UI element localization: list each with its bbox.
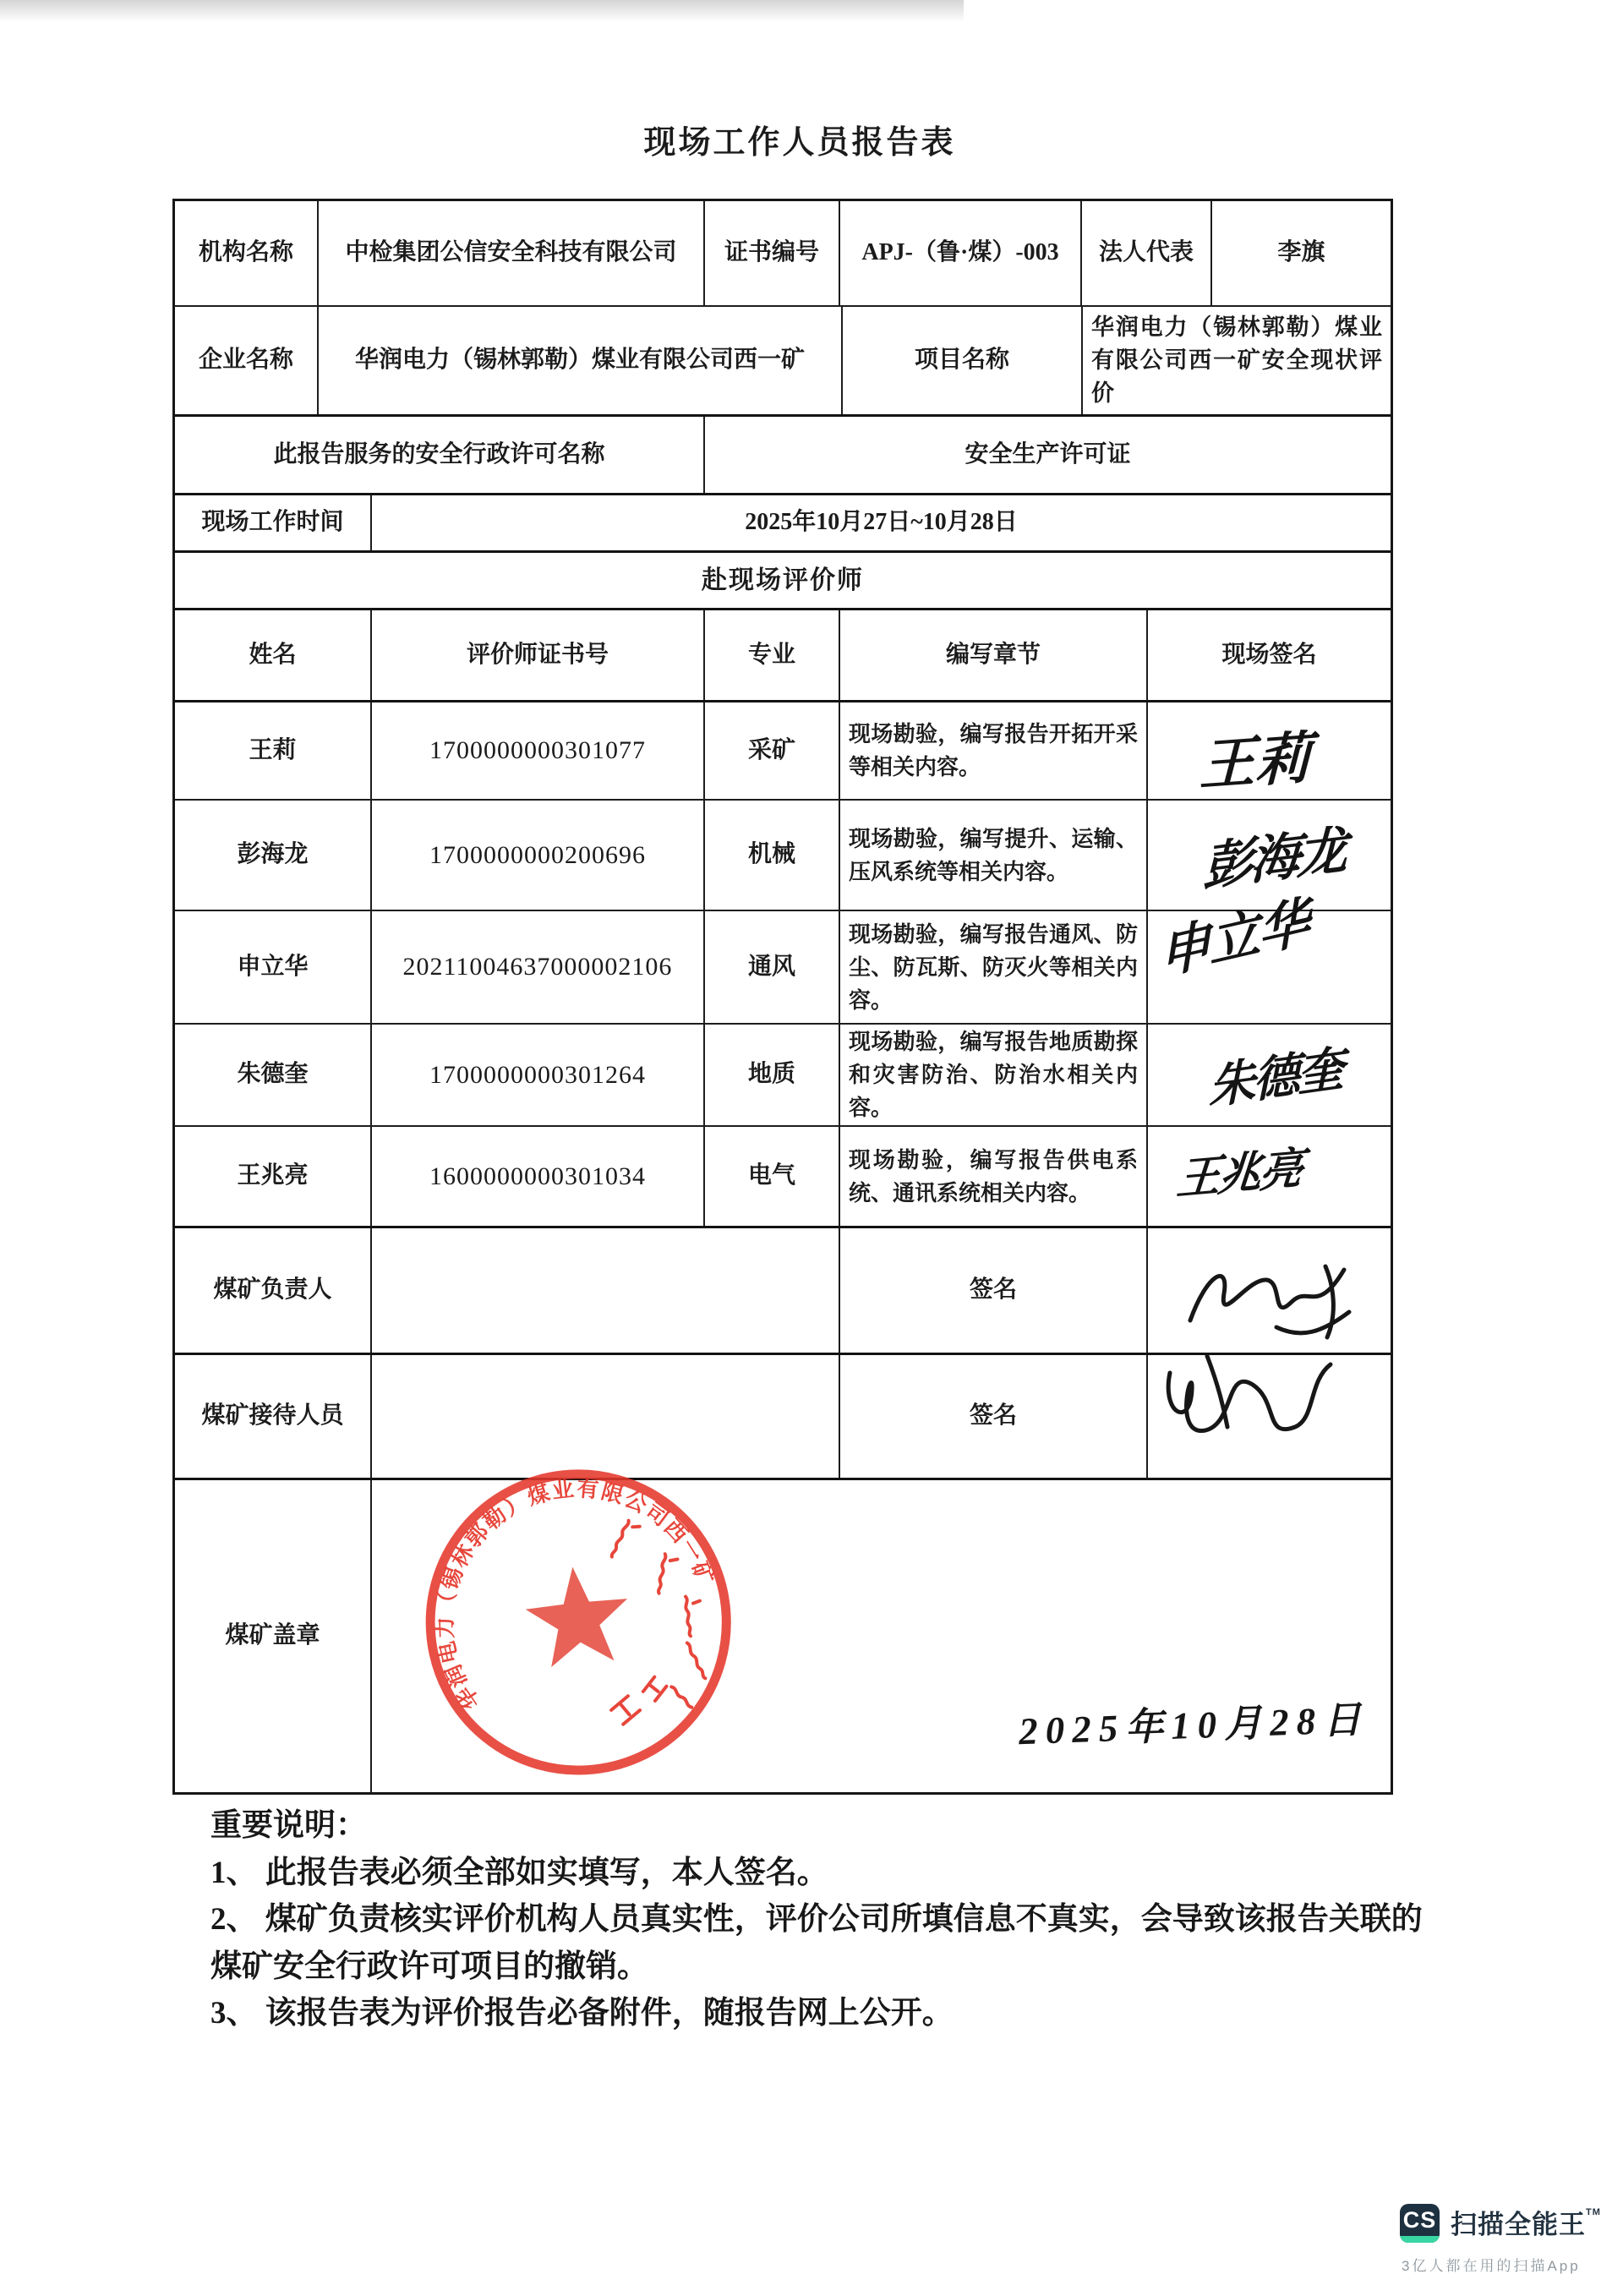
signature-wangli: 王莉 [1199,727,1312,798]
table-row-section [175,550,1391,608]
legal-label-cell: 法人代表 [1080,201,1210,305]
notes-item-1: 1、 此报告表必须全部如实填写，本人签名。 [210,1855,828,1890]
signature-mine-responsible-scribble [1177,1249,1363,1355]
notes-heading: 重要说明： [210,1808,367,1843]
scan-edge-artifact [0,0,964,22]
responsible-empty-cell [370,1228,839,1353]
section-header-cell: 赴现场评价师 [702,566,864,594]
col-name: 姓名 [249,641,297,668]
signature-zhudekui: 朱德奎 [1207,1042,1343,1115]
evaluator-cert-cell: 1600000000301034 [370,1127,703,1226]
stamp-label-cell: 煤矿盖章 [225,1622,320,1649]
project-value-cell: 华润电力（锡林郭勒）煤业有限公司西一矿安全现状评价 [1081,307,1391,414]
signature-shenlihua: 申立华 [1157,893,1310,986]
license-value-cell: 安全生产许可证 [703,417,1391,493]
col-signature: 现场签名 [1146,610,1391,700]
notes-item-3: 3、 该报告表为评价报告必备附件，随报告网上公开。 [210,1996,954,2031]
stamp-inner-glyphs [609,1676,670,1725]
important-notes [210,1802,1453,2037]
notes-item-2: 2、 煤矿负责核实评价机构人员真实性，评价公司所填信息不真实，会导致该报告关联的煤矿安全行政许可项目的撤销。 [210,1902,1423,1984]
table-row-company [175,305,1391,414]
reception-label-cell: 煤矿接待人员 [201,1402,344,1430]
reception-sign-label-cell: 签名 [839,1355,1146,1478]
evaluator-chapter-cell: 现场勘验，编写报告开拓开采等相关内容。 [839,702,1146,799]
camscanner-tagline: 3亿人都在用的扫描App [1402,2258,1581,2274]
evaluator-name-cell: 申立华 [237,953,309,980]
camscanner-app-name [1451,2203,1601,2241]
cert-label-cell: 证书编号 [703,201,839,305]
org-value-cell: 中检集团公信安全科技有限公司 [317,201,703,305]
evaluator-major-cell: 通风 [703,911,839,1023]
signature-mine-reception-scribble [1155,1342,1345,1452]
evaluator-name-cell: 彭海龙 [237,841,309,868]
evaluator-name-cell: 王莉 [249,736,297,763]
camscanner-app-name-text: 扫描全能王 [1451,2210,1586,2239]
table-row-org [175,201,1391,305]
evaluator-cert-cell: 20211004637000002106 [370,911,703,1023]
col-cert-no: 评价师证书号 [370,610,703,700]
evaluator-chapter-cell: 现场勘验，编写报告通风、防尘、防瓦斯、防灭火等相关内容。 [839,911,1146,1023]
evaluator-cert-cell: 1700000000301077 [370,702,703,799]
stamp-star [522,1561,634,1669]
org-label-cell: 机构名称 [198,239,293,266]
cert-value-cell: APJ-（鲁·煤）-003 [839,201,1080,305]
evaluator-cert-cell: 1700000000301264 [370,1025,703,1125]
evaluator-chapter-cell: 现场勘验，编写提升、运输、压风系统等相关内容。 [839,801,1146,910]
evaluator-chapter-cell: 现场勘验，编写报告供电系统、通讯系统相关内容。 [839,1127,1146,1226]
signature-penghailong: 彭海龙 [1202,822,1345,896]
legal-value-cell: 李旗 [1210,201,1391,305]
col-chapter: 编写章节 [839,610,1146,700]
evaluator-major-cell: 地质 [703,1025,839,1125]
table-row-worktime [175,493,1391,550]
trademark-mark: TM [1586,2207,1601,2217]
license-label-cell: 此报告服务的安全行政许可名称 [273,440,605,467]
evaluator-major-cell: 采矿 [703,702,839,799]
table-row-license [175,414,1391,493]
worktime-value-cell: 2025年10月27日~10月28日 [370,495,1391,550]
stamp-company-text: 华润电力（锡林郭勒）煤业有限公司西一矿 [432,1476,719,1714]
company-label-cell: 企业名称 [198,347,293,374]
col-major: 专业 [703,610,839,700]
evaluator-name-cell: 王兆亮 [237,1162,309,1189]
project-label-cell: 项目名称 [841,307,1081,414]
evaluator-major-cell: 机械 [703,801,839,910]
report-table [172,199,1393,1795]
evaluator-chapter-cell: 现场勘验，编写报告地质勘探和灾害防治、防治水相关内容。 [839,1025,1146,1125]
page-title: 现场工作人员报告表 [643,125,956,161]
company-value-cell: 华润电力（锡林郭勒）煤业有限公司西一矿 [317,307,841,414]
evaluator-major-cell: 电气 [703,1127,839,1226]
responsible-label-cell: 煤矿负责人 [213,1276,332,1304]
signature-wangzhaoliang: 王兆亮 [1174,1145,1303,1205]
evaluator-cert-cell: 1700000000200696 [370,801,703,910]
camscanner-logo-icon: CS [1400,2204,1440,2243]
company-stamp [402,1444,754,1796]
worktime-label-cell: 现场工作时间 [201,509,344,536]
table-row-columns [175,608,1391,700]
stamp-date-handwritten: 2025年10月28日 [1018,1697,1369,1753]
responsible-sign-label-cell: 签名 [839,1228,1146,1353]
evaluator-name-cell: 朱德奎 [237,1061,309,1088]
